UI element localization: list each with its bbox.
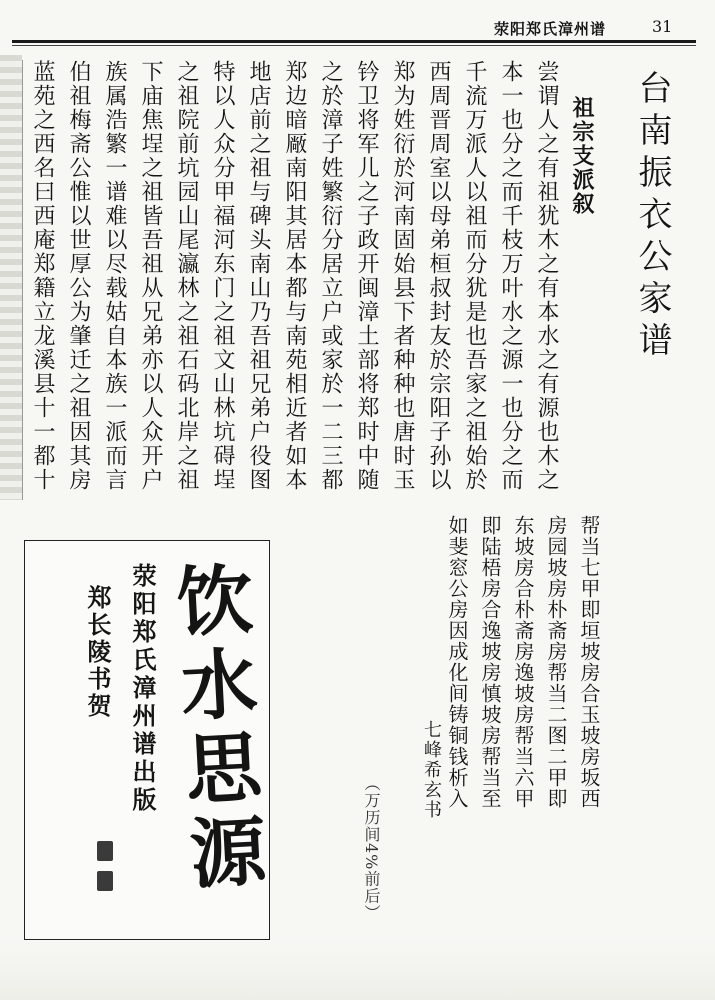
seal-stamp-2: [97, 871, 113, 891]
text-heading: 祖宗支派叙: [569, 96, 595, 216]
main-text-block: [20, 60, 600, 500]
header-rule-thin: [12, 45, 696, 46]
scan-edge: [0, 55, 22, 500]
main-body-text: 尝谓人之有祖犹木之有本水之有源也木之本一也分之而千枝万叶水之源一也分之而千流万派人以祖而分犹是也吾家之祖始於西周晋周室以母弟桓叔封友於宗阳子孙以郑为姓衍於河南固始县下者种种也唐时玉钤卫将军儿之子政开闽漳土部将郑时中随之於漳子姓繁衍分居立户或家於一二三都郑边暗厰南阳其居本都与南苑相近者如本地店前之祖与碑头南山乃吾祖兄弟户役图特以人众分甲福河东门之祖文山林坑碍埕之祖院前坑园山尾瀛林之祖石码北岸之祖下庙焦埕之祖皆吾祖从兄弟亦以人众开户族属浩繁一谱难以尽载姑自本族一派而言伯祖梅斋公惟以世厚公为肇迁之祖因其房蓝苑之西名曰西庵郑籍立龙溪县十一都十: [30, 60, 559, 492]
calligraphy-main: 饮水思源: [162, 558, 269, 900]
section-title: 台南振衣公家谱: [632, 70, 672, 364]
author-signature: 七峰希玄书: [421, 720, 442, 820]
handwritten-note: （万历间4%前后）: [362, 775, 381, 922]
running-title: 荥阳郑氏漳州谱: [494, 20, 607, 38]
calligraphy-line-2: 郑长陵书贺: [83, 585, 112, 720]
page-number: 31: [652, 17, 673, 36]
header-rule: [12, 40, 696, 43]
seal-stamp-1: [97, 841, 113, 861]
calligraphy-panel: [24, 540, 270, 940]
second-body-text: 帮当七甲即垣坡房合玉坡房坂西房园坡房朴斋房帮当二图二甲即东坡房合朴斋房逸坡房帮当六甲即陆梧房合逸坡房慎坡房帮当至如斐窓公房因成化间铸铜钱析入: [445, 515, 601, 809]
page-shadow: [0, 940, 715, 1000]
second-text-block: [440, 515, 605, 815]
calligraphy-line-1: 荥阳郑氏漳州谱出版: [128, 563, 157, 815]
